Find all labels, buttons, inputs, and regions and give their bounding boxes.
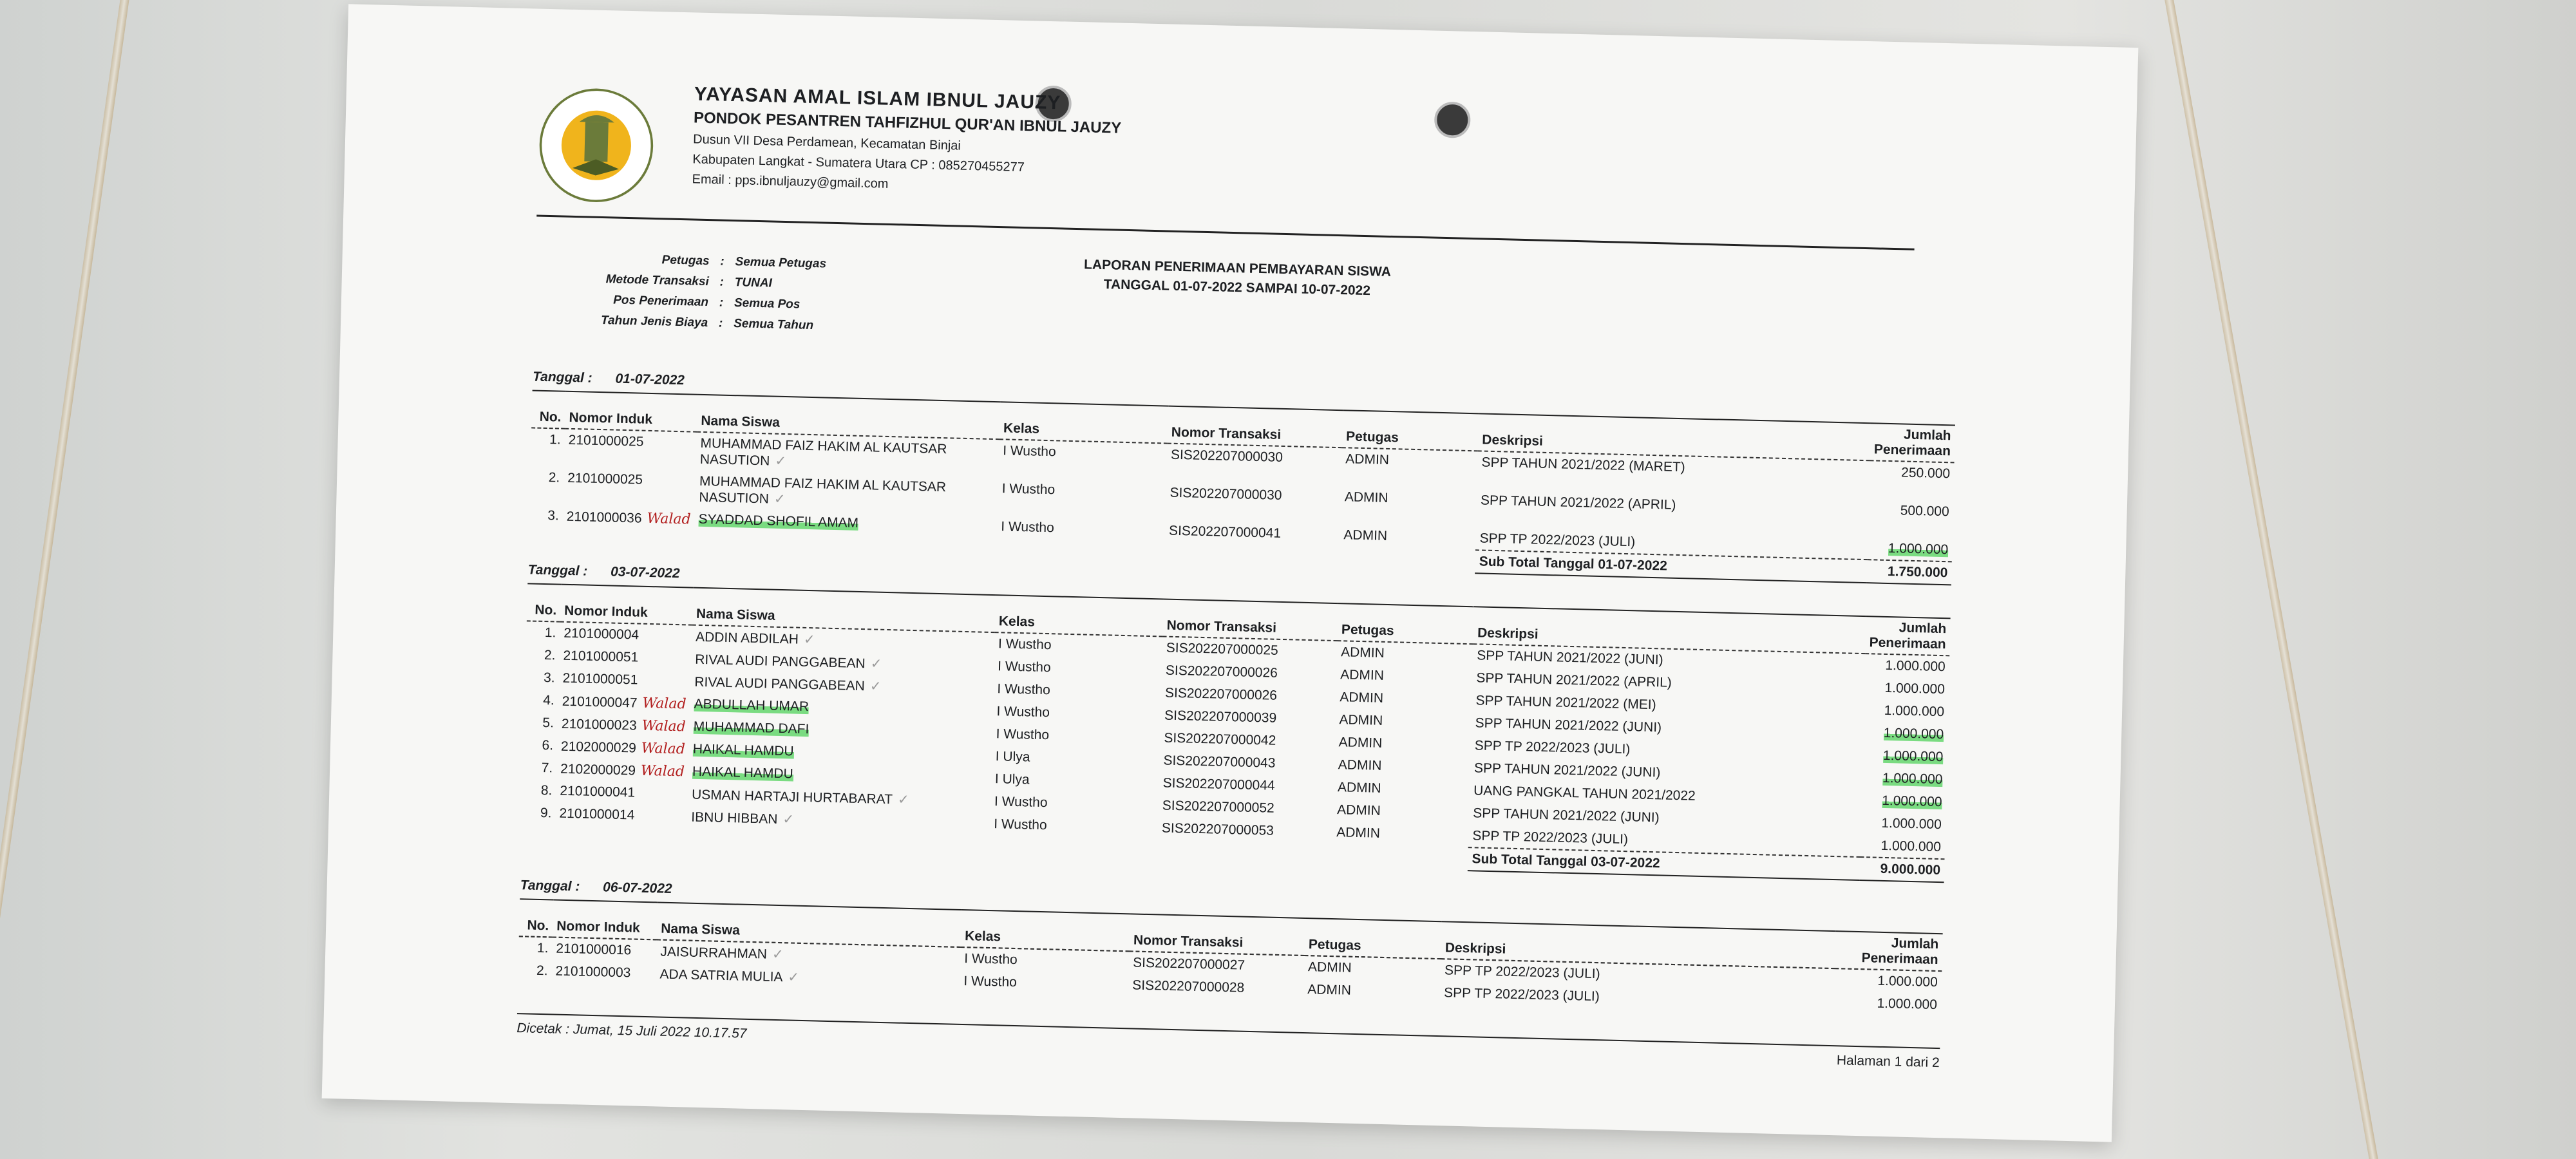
filter-row: Metode Transaksi : TUNAI — [554, 268, 826, 295]
header-divider — [536, 215, 1914, 250]
table-row: 6. 2102000029 Walad HAIKAL HAMDU I Ulya SIS202207000043 ADMIN SPP TAHUN 2021/2022 (JUNI) 1.000.000 — [542, 737, 1943, 787]
table-row: 4. 2101000047 Walad ABDULLAH UMAR I Wustho SIS202207000039 ADMIN SPP TAHUN 2021/2022 (JUNI) 1.000.000 — [543, 693, 1944, 742]
table-row: 9. 2101000014 IBNU HIBBAN ✓ I Wustho SIS202207000053 ADMIN SPP TP 2022/2023 (JULI) 1.000.000 — [540, 805, 1942, 855]
section-date-heading: Tanggal : 06-07-2022 — [520, 878, 672, 896]
report-paper — [322, 4, 2139, 1142]
date-section-2 — [521, 562, 1951, 883]
report-period: TANGGAL 01-07-2022 SAMPAI 10-07-2022 — [1103, 277, 1371, 299]
filter-row: Tahun Jenis Biaya : Semua Tahun — [553, 309, 825, 336]
section-date-heading: Tanggal : 03-07-2022 — [527, 562, 680, 581]
col-no: No. — [531, 390, 565, 428]
date-section-3 — [518, 878, 1943, 1017]
page-number: Halaman 1 dari 2 — [1836, 1053, 1940, 1071]
col-induk: Nomor Induk — [565, 391, 697, 432]
checkmark-icon: ✓ — [870, 656, 882, 672]
subtotal-label: Sub Total Tanggal 01-07-2022 — [1475, 550, 1867, 583]
filter-row: Pos Penerimaan : Semua Pos — [554, 288, 826, 316]
checkmark-icon: ✓ — [775, 453, 787, 469]
date-section-1 — [529, 369, 1956, 585]
handwritten-note: Walad — [641, 717, 687, 735]
col-kelas: Kelas — [999, 402, 1168, 443]
table-row: 3. 2101000051 RIVAL AUDI PANGGABEAN ✓ I Wustho SIS202207000026 ADMIN SPP TAHUN 2021/2022 (MEI) 1.000.000 — [543, 670, 1945, 720]
checkmark-icon: ✓ — [782, 812, 795, 827]
section-date: 01-07-2022 — [615, 371, 685, 388]
filter-value: Semua Tahun — [733, 317, 814, 333]
school-logo — [537, 86, 656, 205]
filter-value: Semua Petugas — [735, 255, 827, 271]
floor-grout-left — [0, 0, 129, 1159]
col-jumlah: Jumlah Penerimaan — [1870, 423, 1955, 462]
checkmark-icon: ✓ — [869, 679, 882, 694]
handwritten-note: Walad — [641, 740, 686, 758]
handwritten-note: Walad — [647, 510, 691, 528]
page-footer — [516, 1013, 1940, 1071]
col-petugas: Petugas — [1342, 410, 1479, 451]
section-date: 06-07-2022 — [602, 880, 672, 896]
report-title: LAPORAN PENERIMAAN PEMBAYARAN SISWA — [1083, 257, 1392, 279]
foundation-name: YAYASAN AMAL ISLAM IBNUL JAUZY — [694, 83, 1061, 114]
table-row: 5. 2101000023 Walad MUHAMMAD DAFI I Wustho SIS202207000042 ADMIN SPP TP 2022/2023 (JULI) 1.000.000 — [542, 715, 1944, 765]
section-date-heading: Tanggal : 01-07-2022 — [532, 369, 685, 388]
printed-timestamp: Dicetak : Jumat, 15 Juli 2022 10.17.57 — [516, 1021, 747, 1041]
table-row: 2. 2101000051 RIVAL AUDI PANGGABEAN ✓ I Wustho SIS202207000026 ADMIN SPP TAHUN 2021/2022 (APRIL) 1.000.000 — [544, 648, 1946, 697]
subtotal-value: 9.000.000 — [1860, 857, 1945, 882]
school-name: PONDOK PESANTREN TAHFIZHUL QUR'AN IBNUL JAUZY — [693, 109, 1122, 137]
table-row: 1. 2101000016 JAISURRAHMAN ✓ I Wustho SIS202207000027 ADMIN SPP TP 2022/2023 (JULI) 1.000.000 — [536, 940, 1938, 990]
payments-table: No. Nomor Induk Nama Siswa Kelas Nomor Transaksi Petugas Deskripsi Jumlah Penerimaan 1. 2101000004 ADDIN ABDILAH ✓ I Wustho SIS202207000025 ADMIN SPP TAHUN 2021/2022 (JUNI) 1.000.000 2. 2101000051 RIVAL AUDI PANGGABEAN ✓ I Wustho SIS202207000026 ADMIN SPP TAHUN 2021/2022 (APRIL) 1.000.000 3. 2101000051 RIVAL AUDI PANGGABEAN ✓ I Wustho SIS202207000026 ADMIN SPP TAHUN 2021/2022 (MEI) 1.000.000 4. 2101000047 Walad ABDULLAH UMAR I Wustho SIS202207000039 ADMIN SPP TAHUN 2021/2022 (JUNI) 1.000.000 5. 2101000023 Walad MUHAMMAD DAFI I Wustho SIS202207000042 ADMIN SPP TP 2022/2023 (JULI) 1.000.000 6. 2102000029 Walad HAIKAL HAMDU I Ulya SIS202207000043 ADMIN SPP TAHUN 2021/2022 (JUNI) 1.000.000 7. 2102000029 Walad HAIKAL HAMDU I Ulya SIS202207000044 ADMIN UANG PANGKAL TAHUN 2021/2022 1.000.000 8. 2101000041 USMAN HARTAJI HURTABARAT ✓ I Wustho SIS202207000052 ADMIN SPP TAHUN 2021/2022 (JUNI) 1.000.000 9. 2101000014 IBNU HIBBAN ✓ I Wustho SIS202207000053 ADMIN SPP TP 2022/2023 (JULI) 1.000.000 Sub Total Tanggal 03-07-2022 9.000.000 — [521, 583, 1950, 883]
payments-table: No. Nomor Induk Nama Siswa Kelas Nomor Transaksi Petugas Deskripsi Jumlah Penerimaan 1. 2101000016 JAISURRAHMAN ✓ I Wustho SIS202207000027 ADMIN SPP TP 2022/2023 (JULI) 1.000.000 2. 2101000003 ADA SATRIA MULIA ✓ I Wustho SIS202207000028 ADMIN SPP TP 2022/2023 (JULI) 1.000.000 — [518, 898, 1943, 1017]
subtotal-value: 1.750.000 — [1867, 560, 1952, 585]
handwritten-note: Walad — [642, 695, 687, 713]
handwritten-note: Walad — [640, 762, 685, 780]
checkmark-icon: ✓ — [897, 792, 909, 807]
student-name: MUHAMMAD FAIZ HAKIM AL KAUTSAR NASUTION — [699, 435, 947, 469]
table-row: 1. 2101000025 MUHAMMAD FAIZ HAKIM AL KAUTSAR NASUTION ✓ I Wustho SIS202207000030 ADMIN SPP TAHUN 2021/2022 (MARET) 250.000 — [549, 432, 1951, 482]
payments-table — [529, 390, 1955, 585]
floor-grout-right — [2164, 0, 2378, 1159]
punch-hole-right — [1434, 102, 1471, 138]
section-date: 03-07-2022 — [610, 564, 680, 581]
table-row: 2. 2101000003 ADA SATRIA MULIA ✓ I Wustho SIS202207000028 ADMIN SPP TP 2022/2023 (JULI) 1.000.000 — [536, 963, 1938, 1013]
filter-value: Semua Pos — [734, 296, 800, 312]
student-name: MUHAMMAD FAIZ HAKIM AL KAUTSAR NASUTION — [699, 473, 947, 507]
email-line: Email : pps.ibnuljauzy@gmail.com — [692, 172, 889, 191]
filter-key: Pos Penerimaan — [612, 293, 709, 310]
table-row: 1. 2101000004 ADDIN ABDILAH ✓ I Wustho SIS202207000025 ADMIN SPP TAHUN 2021/2022 (JUNI) 1.000.000 — [544, 625, 1946, 675]
address-line-2: Kabupaten Langkat - Sumatera Utara CP : 085270455277 — [692, 152, 1025, 175]
filter-key: Tahun Jenis Biaya — [600, 314, 708, 330]
col-desc: Deskripsi — [1478, 413, 1871, 460]
filter-value: TUNAI — [734, 276, 773, 290]
table-row: 8. 2101000041 USMAN HARTAJI HURTABARAT ✓ I Wustho SIS202207000052 ADMIN SPP TAHUN 2021/2022 (JUNI) 1.000.000 — [540, 782, 1942, 833]
table-row: 7. 2102000029 Walad HAIKAL HAMDU I Ulya SIS202207000044 ADMIN UANG PANGKAL TAHUN 2021/2022 1.000.000 — [541, 760, 1942, 810]
checkmark-icon: ✓ — [773, 491, 786, 507]
filter-key: Metode Transaksi — [605, 272, 710, 289]
subtotal-label: Sub Total Tanggal 03-07-2022 — [1468, 847, 1860, 880]
student-name: SYADDAD SHOFIL AMAM — [698, 511, 859, 531]
filter-row: Petugas : Semua Petugas — [554, 247, 826, 274]
report-filters — [553, 247, 827, 336]
table-row: 2. 2101000025 MUHAMMAD FAIZ HAKIM AL KAUTSAR NASUTION ✓ I Wustho SIS202207000030 ADMIN SPP TAHUN 2021/2022 (APRIL) 500.000 — [548, 470, 1949, 520]
col-nama: Nama Siswa — [697, 395, 1000, 439]
letterhead — [692, 83, 1122, 197]
checkmark-icon: ✓ — [772, 947, 784, 963]
checkmark-icon: ✓ — [803, 632, 815, 648]
filter-key: Petugas — [661, 253, 710, 269]
table-row: 3. 2101000036 Walad SYADDAD SHOFIL AMAM I Wustho SIS202207000041 ADMIN SPP TP 2022/2023 (JULI) 1.000.000 — [547, 508, 1949, 558]
address-line-1: Dusun VII Desa Perdamean, Kecamatan Binjai — [692, 132, 961, 153]
col-trx: Nomor Transaksi — [1167, 406, 1343, 448]
checkmark-icon: ✓ — [788, 970, 800, 985]
